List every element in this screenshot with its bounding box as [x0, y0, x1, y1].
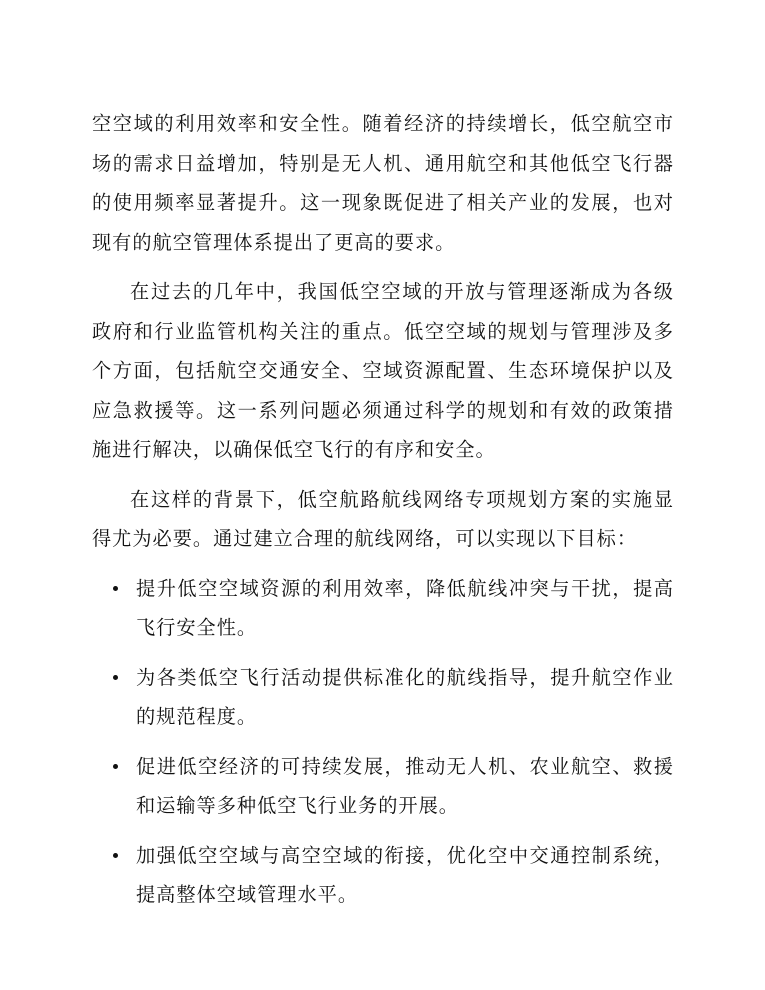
list-item-text: 促进低空经济的可持续发展，推动无人机、农业航空、救援和运输等多种低空飞行业务的开展。 [136, 754, 674, 817]
bullet-icon [113, 675, 118, 680]
list-item-text: 为各类低空飞行活动提供标准化的航线指导，提升航空作业的规范程度。 [136, 665, 674, 728]
list-item [92, 658, 674, 737]
list-item [92, 836, 674, 915]
bullet-icon [113, 853, 118, 858]
bullet-icon [113, 764, 118, 769]
paragraph-background: 在过去的几年中，我国低空空域的开放与管理逐渐成为各级政府和行业监管机构关注的重点。低空空域的规划与管理涉及多个方面，包括航空交通安全、空域资源配置、生态环境保护以及应急救援等。这一系列问题必须通过科学的规划和有效的政策措施进行解决，以确保低空飞行的有序和安全。 [92, 280, 674, 461]
list-item-text: 提升低空空域资源的利用效率，降低航线冲突与干扰，提高飞行安全性。 [136, 576, 674, 639]
goals-list [92, 569, 674, 915]
bullet-icon [113, 586, 118, 591]
list-item [92, 569, 674, 648]
paragraph-goals-intro: 在这样的背景下，低空航路航线网络专项规划方案的实施显得尤为必要。通过建立合理的航线网络，可以实现以下目标： [92, 487, 674, 550]
list-item-text: 加强低空空域与高空空域的衔接，优化空中交通控制系统，提高整体空域管理水平。 [136, 843, 674, 906]
list-item [92, 747, 674, 826]
paragraph-continuation: 空空域的利用效率和安全性。随着经济的持续增长，低空航空市场的需求日益增加，特别是无人机、通用航空和其他低空飞行器的使用频率显著提升。这一现象既促进了相关产业的发展，也对现有的航空管理体系提出了更高的要求。 [92, 112, 674, 254]
document-page [92, 104, 674, 925]
